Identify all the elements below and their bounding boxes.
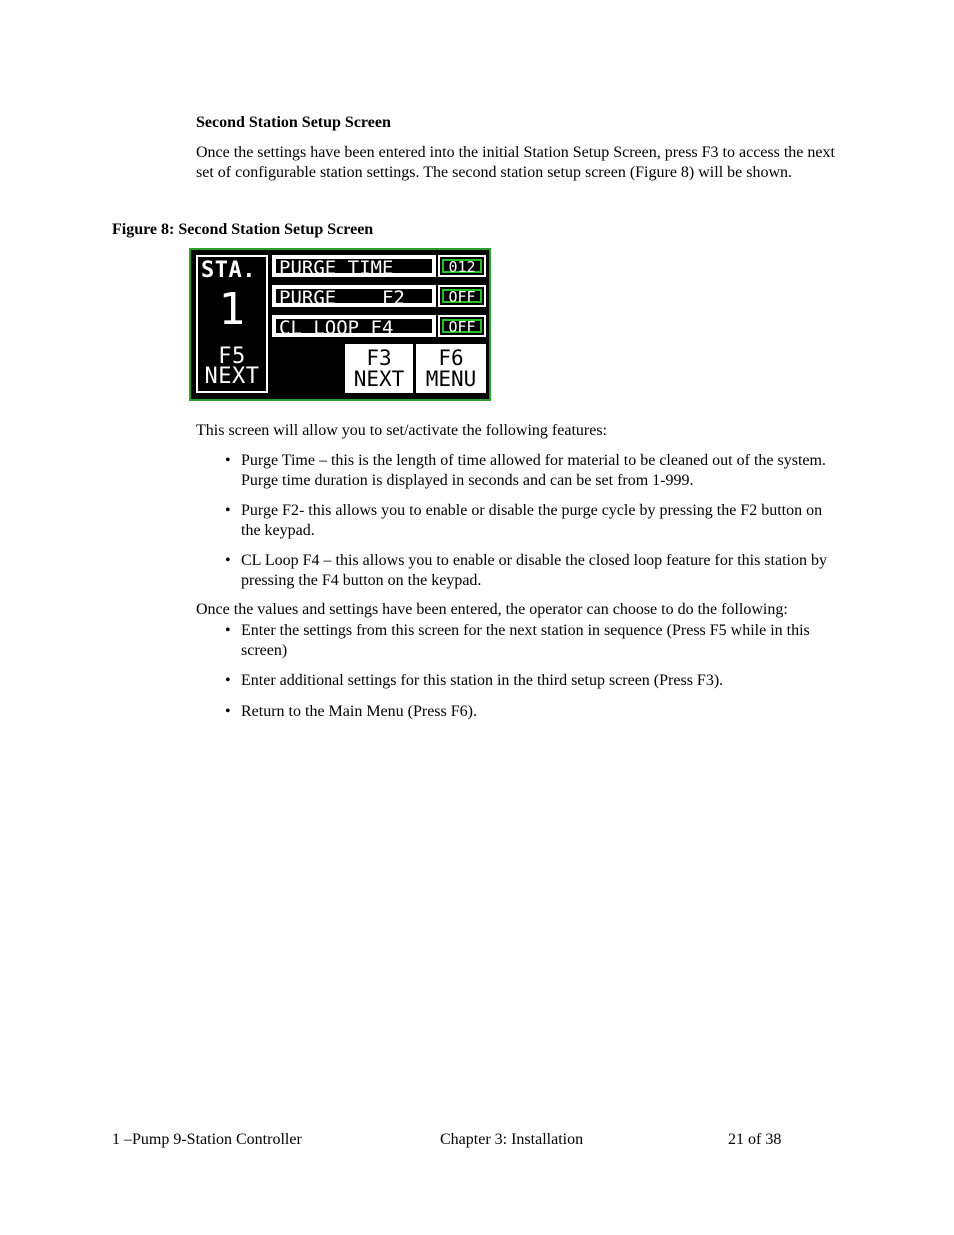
options-intro: Once the values and settings have been entered, the operator can choose to do the following: [196, 601, 788, 618]
f6-key-label: F6 [438, 346, 464, 370]
bullet-icon: • [225, 452, 231, 469]
footer-left: 1 –Pump 9-Station Controller [112, 1131, 302, 1148]
footer-page-number: 21 of 38 [728, 1131, 782, 1148]
purge-f2-label: PURGE F2 [276, 289, 432, 303]
features-list [225, 451, 831, 590]
cl-loop-f4-value: OFF [442, 319, 482, 333]
cl-loop-f4-value-box[interactable] [438, 315, 486, 337]
bullet-icon: • [225, 552, 231, 569]
purge-time-label: PURGE TIME [276, 259, 432, 273]
bullet-icon: • [225, 672, 231, 689]
f5-action-label: NEXT [204, 364, 260, 389]
options-list [225, 621, 831, 721]
f3-action-label: NEXT [353, 367, 405, 391]
bullet-icon: • [225, 502, 231, 519]
list-item: • Return to the Main Menu (Press F6). [225, 702, 477, 720]
f5-key-label: F5 [218, 344, 246, 369]
lcd-screen-figure [189, 248, 491, 401]
footer-center: Chapter 3: Installation [440, 1131, 584, 1148]
purge-time-value: 012 [442, 259, 482, 273]
f3-next-button[interactable] [345, 344, 413, 393]
bullet-icon: • [225, 702, 231, 720]
f6-action-label: MENU [425, 367, 477, 391]
features-intro: This screen will allow you to set/activate the following features: [196, 422, 607, 439]
intro-paragraph: Once the settings have been entered into the initial Station Setup Screen, press F3 to access the next set of configurable station settings. The second station setup screen (Figure 8) will be shown. [196, 144, 835, 181]
purge-f2-value: OFF [442, 289, 482, 303]
f3-key-label: F3 [366, 346, 392, 370]
bullet-icon: • [225, 622, 231, 639]
list-item: • Enter the settings from this screen for the next station in sequence (Press F5 while in this screen) [225, 622, 810, 659]
station-panel [196, 255, 268, 393]
station-number: 1 [218, 284, 246, 335]
cl-loop-f4-label: CL LOOP F4 [276, 319, 432, 333]
section-title: Second Station Setup Screen [196, 114, 391, 131]
cl-loop-f4-row [272, 315, 436, 337]
figure-caption: Figure 8: Second Station Setup Screen [112, 221, 374, 238]
purge-f2-row [272, 285, 436, 307]
purge-time-value-box[interactable] [438, 255, 486, 277]
list-item: • Purge Time – this is the length of time allowed for material to be cleaned out of the system. Purge time duration is displayed in seconds and can be set from 1-999. [225, 452, 826, 489]
f6-menu-button[interactable] [416, 344, 486, 393]
purge-time-row [272, 255, 436, 277]
purge-f2-value-box[interactable] [438, 285, 486, 307]
list-item: • Enter additional settings for this station in the third setup screen (Press F3). [225, 672, 724, 689]
station-label: STA. [201, 258, 256, 283]
list-item: • Purge F2- this allows you to enable or disable the purge cycle by pressing the F2 button on the keypad. [225, 502, 823, 539]
list-item: • CL Loop F4 – this allows you to enable or disable the closed loop feature for this station by pressing the F4 button on the keypad. [225, 552, 827, 589]
